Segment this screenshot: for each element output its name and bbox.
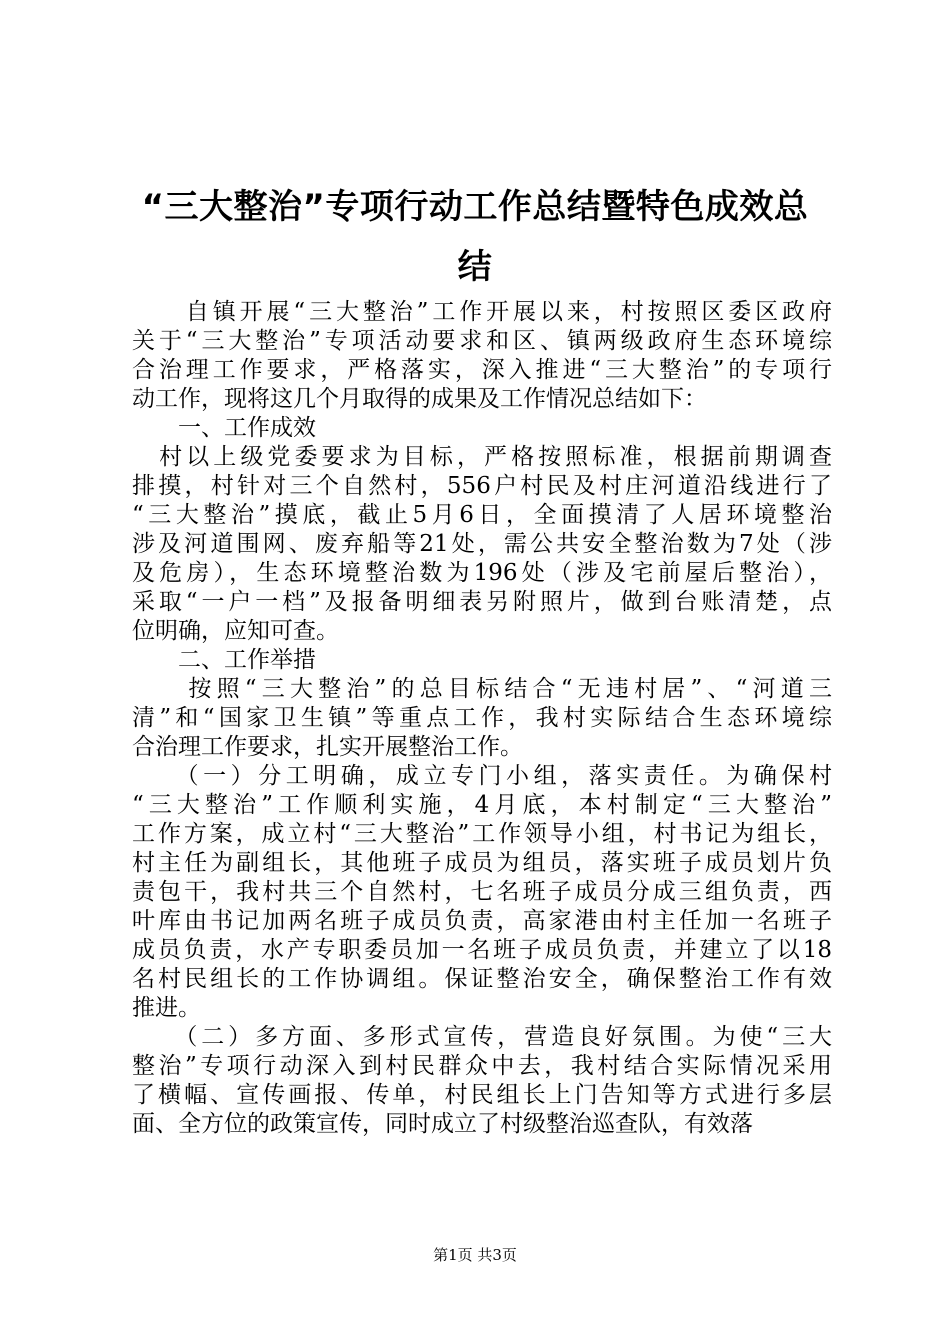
text-line: 按照“三大整治”的总目标结合“无违村居”、“河道三 [132,676,832,702]
text-line: 位明确，应知可查。 [132,618,339,644]
text-line: 合治理工作要求，扎实开展整治工作。 [132,734,523,760]
page-footer: 第1页 共3页 [433,1246,517,1264]
text-line: 关于“三大整治”专项活动要求和区、镇两级政府生态环境综 [132,328,832,354]
text-line: 自镇开展“三大整治”工作开展以来，村按照区委区政府 [132,299,832,325]
text-line: （二）多方面、多形式宣传，营造良好氛围。为使“三大 [132,1024,832,1050]
text-line: 责包干，我村共三个自然村，七名班子成员分成三组负责，西 [132,879,832,905]
document-body [132,298,832,1139]
text-line: （一）分工明确，成立专门小组，落实责任。为确保村 [132,763,832,789]
text-line: 整治”专项行动深入到村民群众中去，我村结合实际情况采用 [132,1053,832,1079]
text-line: 及危房），生态环境整治数为196处（涉及宅前屋后整治）， [132,560,832,586]
text-line: 涉及河道围网、废弃船等21处，需公共安全整治数为7处（涉 [132,531,832,557]
text-line: 排摸，村针对三个自然村，556户村民及村庄河道沿线进行了 [132,473,832,499]
text-line: “三大整治”工作顺利实施，4月底，本村制定“三大整治” [132,792,832,818]
document-title-line-1: “三大整治”专项行动工作总结暨特色成效总 [141,187,809,227]
text-line: 叶库由书记加两名班子成员负责，高家港由村主任加一名班子 [132,908,832,934]
text-line: “三大整治”摸底，截止5月6日，全面摸清了人居环境整治 [132,502,832,528]
text-line: 采取“一户一档”及报备明细表另附照片，做到台账清楚，点 [132,589,832,615]
text-line: 了横幅、宣传画报、传单，村民组长上门告知等方式进行多层 [132,1082,832,1108]
text-line: 合治理工作要求，严格落实，深入推进“三大整治”的专项行 [132,357,832,383]
text-line: 名村民组长的工作协调组。保证整治安全，确保整治工作有效 [132,966,832,992]
text-line: 工作方案，成立村“三大整治”工作领导小组，村书记为组长， [132,821,832,847]
text-line: 推进。 [132,995,201,1021]
text-line: 村以上级党委要求为目标，严格按照标准，根据前期调查 [132,444,832,470]
document-title-line-2: 结 [457,247,493,287]
text-line: 动工作，现将这几个月取得的成果及工作情况总结如下： [132,386,707,412]
text-line: 成员负责，水产专职委员加一名班子成员负责，并建立了以18 [132,937,832,963]
text-line: 清”和“国家卫生镇”等重点工作，我村实际结合生态环境综 [132,705,832,731]
text-line: 村主任为副组长，其他班子成员为组员，落实班子成员划片负 [132,850,832,876]
text-line: 面、全方位的政策宣传，同时成立了村级整治巡查队，有效落 [132,1111,753,1137]
text-line: 一、工作成效 [132,415,316,441]
text-line: 二、工作举措 [132,647,316,673]
